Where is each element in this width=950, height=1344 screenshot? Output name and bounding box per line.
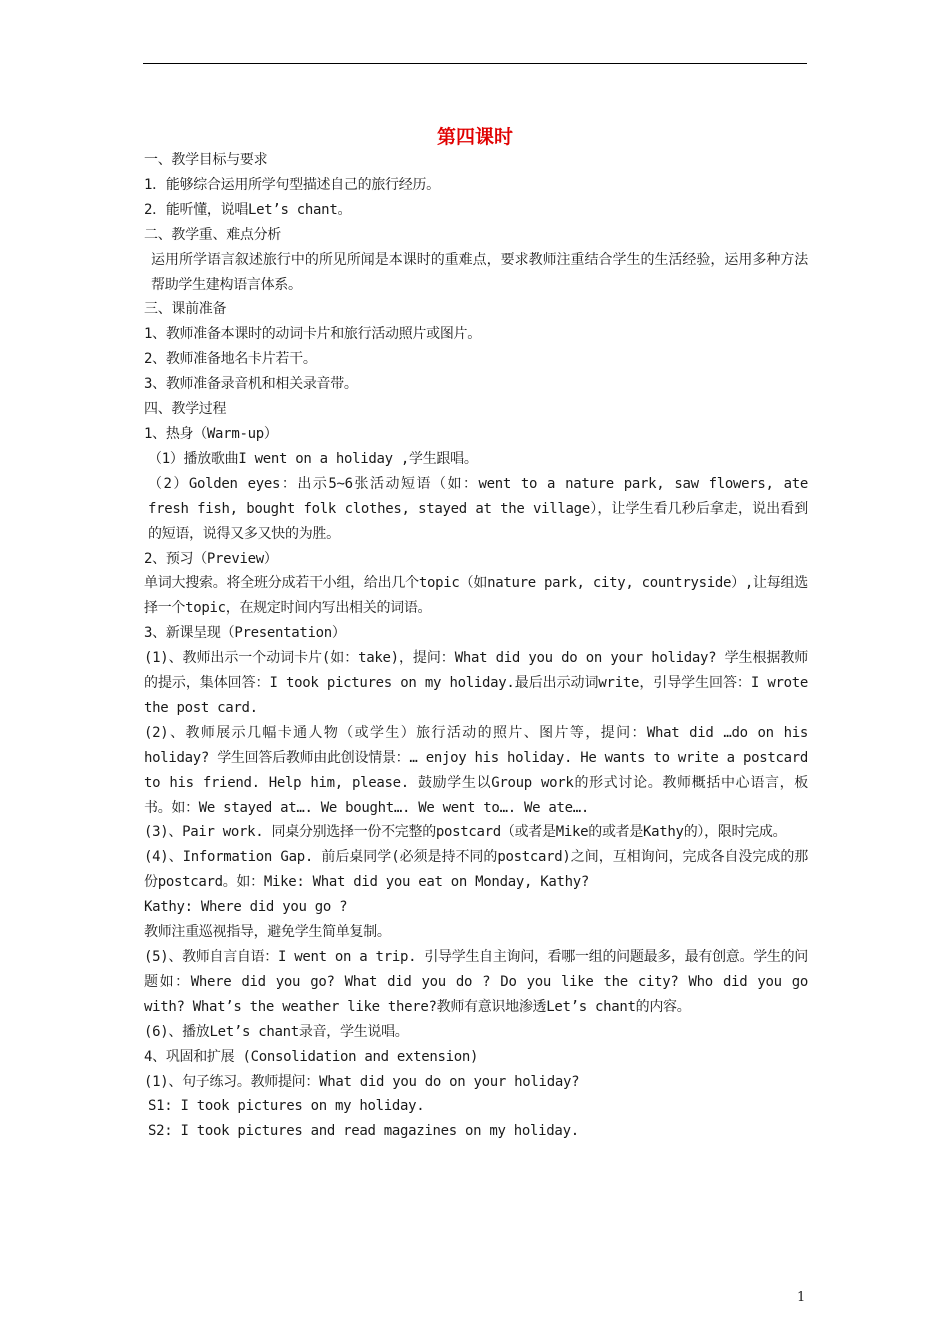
preparation-item: 2、教师准备地名卡片若干。 bbox=[144, 351, 317, 368]
step-heading: 1、热身（Warm-up） bbox=[144, 425, 278, 442]
paragraph: 单词大搜索。将全班分成若干小组，给出几个topic（如nature park, city, countryside）,让每组选择一个topic，在规定时间内写出相关的词语。 bbox=[144, 575, 808, 617]
step-item: （2）Golden eyes：出示5~6张活动短语（如：went to a nature park, saw flowers, ate fresh fish, bought folk clothes, stayed at the village），让学生看几秒后拿走，说出看到的短语，说得又多又快的为胜。 bbox=[148, 475, 808, 542]
preparation-item: 3、教师准备录音机和相关录音带。 bbox=[144, 376, 358, 393]
section-heading-process: 四、教学过程 bbox=[144, 401, 227, 418]
section-heading-preparation: 三、课前准备 bbox=[144, 301, 227, 318]
step-heading: 2、预习（Preview） bbox=[144, 550, 278, 567]
step-item: (4)、Information Gap. 前后桌同学(必须是持不同的postcard)之间，互相询问，完成各自没完成的那份postcard。如：Mike: What did you eat on Monday, Kathy? bbox=[144, 849, 808, 891]
header-rule bbox=[143, 63, 807, 64]
page-number: 1 bbox=[797, 1290, 806, 1305]
step-item: (1)、教师出示一个动词卡片(如：take)，提问：What did you do on your holiday? 学生根据教师的提示，集体回答：I took pictures on my holiday.最后出示动词write，引导学生回答：I wrote the post card. bbox=[144, 650, 808, 716]
paragraph: 运用所学语言叙述旅行中的所见所闻是本课时的重难点，要求教师注重结合学生的生活经验，运用多种方法帮助学生建构语言体系。 bbox=[151, 251, 808, 293]
step-item: （1）播放歌曲I went on a holiday ,学生跟唱。 bbox=[148, 450, 478, 467]
page-title: 第四课时 bbox=[436, 126, 513, 148]
step-heading: 3、新课呈现（Presentation） bbox=[144, 625, 346, 642]
step-item: (6)、播放Let’s chant录音，学生说唱。 bbox=[144, 1023, 409, 1040]
paragraph: 教师注重巡视指导，避免学生简单复制。 bbox=[144, 924, 391, 941]
document-body bbox=[144, 148, 808, 1144]
step-item: (2)、教师展示几幅卡通人物（或学生）旅行活动的照片、图片等，提问：What did …do on his holiday? 学生回答后教师由此创设情景：… enjoy his holiday. He wants to write a postcard to his friend. Help him, please. 鼓励学生以Group work的形式讨论。教师概括中心语言，板书。如：We stayed at…. We bought…. We went to…. We ate…. bbox=[144, 724, 808, 816]
objective-item: 1．能够综合运用所学句型描述自己的旅行经历。 bbox=[144, 176, 440, 193]
dialogue-line: S2: I took pictures and read magazines on my holiday. bbox=[148, 1123, 579, 1140]
section-heading-objectives: 一、教学目标与要求 bbox=[144, 152, 268, 168]
step-item: (1)、句子练习。教师提问：What did you do on your holiday? bbox=[144, 1073, 580, 1090]
step-item: (5)、教师自言自语：I went on a trip. 引导学生自主询问，看哪一组的问题最多，最有创意。学生的问题如：Where did you go? What did you do ? Do you like the city? Who did you go with? What’s the weather like there?教师有意识地渗透Let’s chant的内容。 bbox=[144, 949, 808, 1015]
step-item: (3)、Pair work. 同桌分别选择一份不完整的postcard（或者是Mike的或者是Kathy的），限时完成。 bbox=[144, 824, 787, 841]
objective-item: 2．能听懂，说唱Let’s chant。 bbox=[144, 201, 352, 218]
dialogue-line: Kathy: Where did you go ? bbox=[144, 899, 348, 916]
section-heading-key-points: 二、教学重、难点分析 bbox=[144, 226, 281, 243]
step-heading: 4、巩固和扩展 (Consolidation and extension) bbox=[144, 1048, 479, 1065]
dialogue-line: S1: I took pictures on my holiday. bbox=[148, 1098, 425, 1115]
preparation-item: 1、教师准备本课时的动词卡片和旅行活动照片或图片。 bbox=[144, 326, 481, 343]
